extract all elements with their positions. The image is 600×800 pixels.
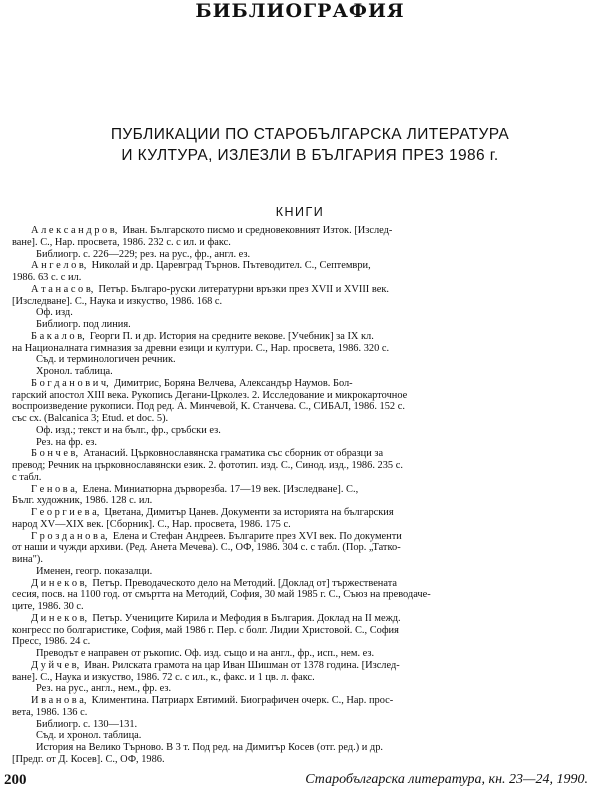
entry-note-line: Хронол. таблица.: [36, 366, 113, 377]
entry-continuation-line: ване]. С., Нар. просвета, 1986. 232 с. с ил. и факс.: [12, 236, 231, 248]
entry-continuation-line: вина").: [12, 554, 43, 565]
entry-first-line: А н г е л о в, Николай и др. Царевград Търнов. Пътеводител. С., Септември,: [31, 260, 371, 272]
journal-citation: Старобългарска литература, кн. 23—24, 1990.: [305, 772, 588, 787]
article-title-line-2: И КУЛТУРА, ИЗЛЕЗЛИ В БЪЛГАРИЯ ПРЕЗ 1986 г.: [121, 147, 499, 164]
entry-first-line: Д и н е к о в, Петър. Преводаческото дело на Методий. [Доклад от] тържествената: [31, 577, 397, 589]
entry-note-line: Библиогр. под линия.: [36, 319, 131, 330]
section-heading: КНИГИ: [275, 205, 325, 219]
entry-note-line: Рез. на фр. ез.: [36, 436, 98, 448]
article-title-line-1: ПУБЛИКАЦИИ ПО СТАРОБЪЛГАРСКА ЛИТЕРАТУРА: [110, 126, 510, 143]
entry-first-line: Д у й ч е в, Иван. Рилската грамота на цар Иван Шишман от 1378 година. [Изслед-: [31, 659, 400, 671]
entry-continuation-line: от наши и чужди архиви. (Ред. Анета Мечева). С., ОФ, 1986. 304 с. с табл. (Пор. „Татко-: [12, 542, 401, 554]
entry-note-line: Съд. и хронол. таблица.: [36, 730, 142, 742]
entry-continuation-line: Бълг. художник, 1986. 128 с. ил.: [12, 495, 153, 507]
entry-note-line: Съд. и терминологичен речник.: [36, 354, 176, 366]
entry-continuation-line: с табл.: [12, 471, 42, 483]
entry-note-line: Именен, геогр. показалци.: [36, 565, 153, 577]
entry-continuation-line: гарский апостол XIII века. Рукопись Дегани-Црколез. 2. Исследование и микрокарточное: [12, 389, 408, 401]
running-header: БИБЛИОГРАФИЯ: [195, 0, 405, 22]
article-title: [40, 124, 580, 166]
entry-note-line: Преводът е направен от ръкопис. Оф. изд. също и на англ., фр., исп., нем. ез.: [36, 648, 375, 659]
entry-first-line: Д и н е к о в, Петър. Учениците Кирила и Мефодия в България. Доклад на II межд.: [31, 612, 401, 624]
entry-first-line: А т а н а с о в, Петър. Българо-руски литературни връзки през XVII и XVIII век.: [31, 283, 389, 295]
entry-first-line: И в а н о в а, Климентина. Патриарх Евтимий. Биографичен очерк. С., Нар. прос-: [31, 695, 394, 706]
entry-continuation-line: 1986. 63 с. с ил.: [12, 272, 82, 283]
entry-note-line: Библиогр. с. 226—229; рез. на рус., фр., англ. ез.: [36, 248, 251, 260]
entry-continuation-line: Пресс, 1986. 24 с.: [12, 636, 91, 648]
entry-first-line: Б а к а л о в, Георги П. и др. История на средните векове. [Учебник] за IX кл.: [31, 330, 374, 342]
entry-continuation-line: сесия, посв. на 1100 год. от смъртта на Методий, София, 30 май 1985 г. С., Съюз на преводаче-: [12, 589, 431, 601]
entry-note-line: Оф. изд.; текст и на бълг., фр., сръбски ез.: [36, 424, 221, 436]
entry-note-line: Оф. изд.: [36, 307, 73, 319]
entry-continuation-line: конгресс по болгаристике, София, май 1986 г. Пер. с болг. Лидии Христовой. С., София: [12, 624, 399, 636]
entry-continuation-line: ване]. С., Наука и изкуство, 1986. 72 с. с ил., к., факс. и 1 цв. л. факс.: [12, 671, 315, 683]
entry-continuation-line: [Изследване]. С., Наука и изкуство, 1986. 168 с.: [12, 295, 223, 307]
entry-first-line: Г е о р г и е в а, Цветана, Димитър Цанев. Документи за историята на българския: [31, 507, 394, 518]
entry-continuation-line: със сх. (Balcanica 3; Etud. et doc. 5).: [12, 413, 169, 424]
entry-note-line: История на Велико Търново. В 3 т. Под ред. на Димитър Косев (отг. ред.) и др.: [36, 742, 384, 753]
entry-continuation-line: народ XV—XIX век. [Сборник]. С., Нар. просвета, 1986. 175 с.: [12, 518, 291, 530]
entry-first-line: Б о н ч е в, Атанасий. Църковнославянска граматика със сборник от образци за: [31, 448, 384, 460]
entry-note-line: Библиогр. с. 130—131.: [36, 718, 138, 730]
entry-first-line: Г е н о в а, Елена. Миниатюрна дърворезба. 17—19 век. [Изследване]. С.,: [31, 483, 359, 495]
entry-continuation-line: [Предг. от Д. Косев]. С., ОФ, 1986.: [12, 753, 165, 765]
entry-first-line: Б о г д а н о в и ч, Димитрис, Боряна Велчева, Александър Наумов. Бол-: [31, 377, 353, 389]
entry-continuation-line: на Националната гимназия за древни езици и култури. С., Нар. просвета, 1986. 320 с.: [12, 342, 390, 354]
entry-note-line: Рез. на рус., англ., нем., фр. ез.: [36, 683, 172, 695]
entry-continuation-line: вета, 1986. 136 с.: [12, 706, 88, 718]
entry-continuation-line: превод; Речник на църковнославянски език. 2. фототип. изд. С., Синод. изд., 1986. 235 с.: [12, 460, 403, 471]
entry-first-line: Г р о з д а н о в а, Елена и Стефан Андреев. Българите през XVI век. По документи: [31, 530, 402, 542]
entry-first-line: А л е к с а н д р о в, Иван. Българското писмо и средновековният Изток. [Изслед-: [31, 225, 393, 236]
entry-continuation-line: воспроизведение рукописи. Под ред. А. Минчевой, К. Станчева. С., СИБАЛ, 1986. 152 с.: [12, 401, 405, 413]
page-number: 200: [4, 772, 27, 788]
entry-continuation-line: ците, 1986. 30 с.: [12, 601, 84, 612]
